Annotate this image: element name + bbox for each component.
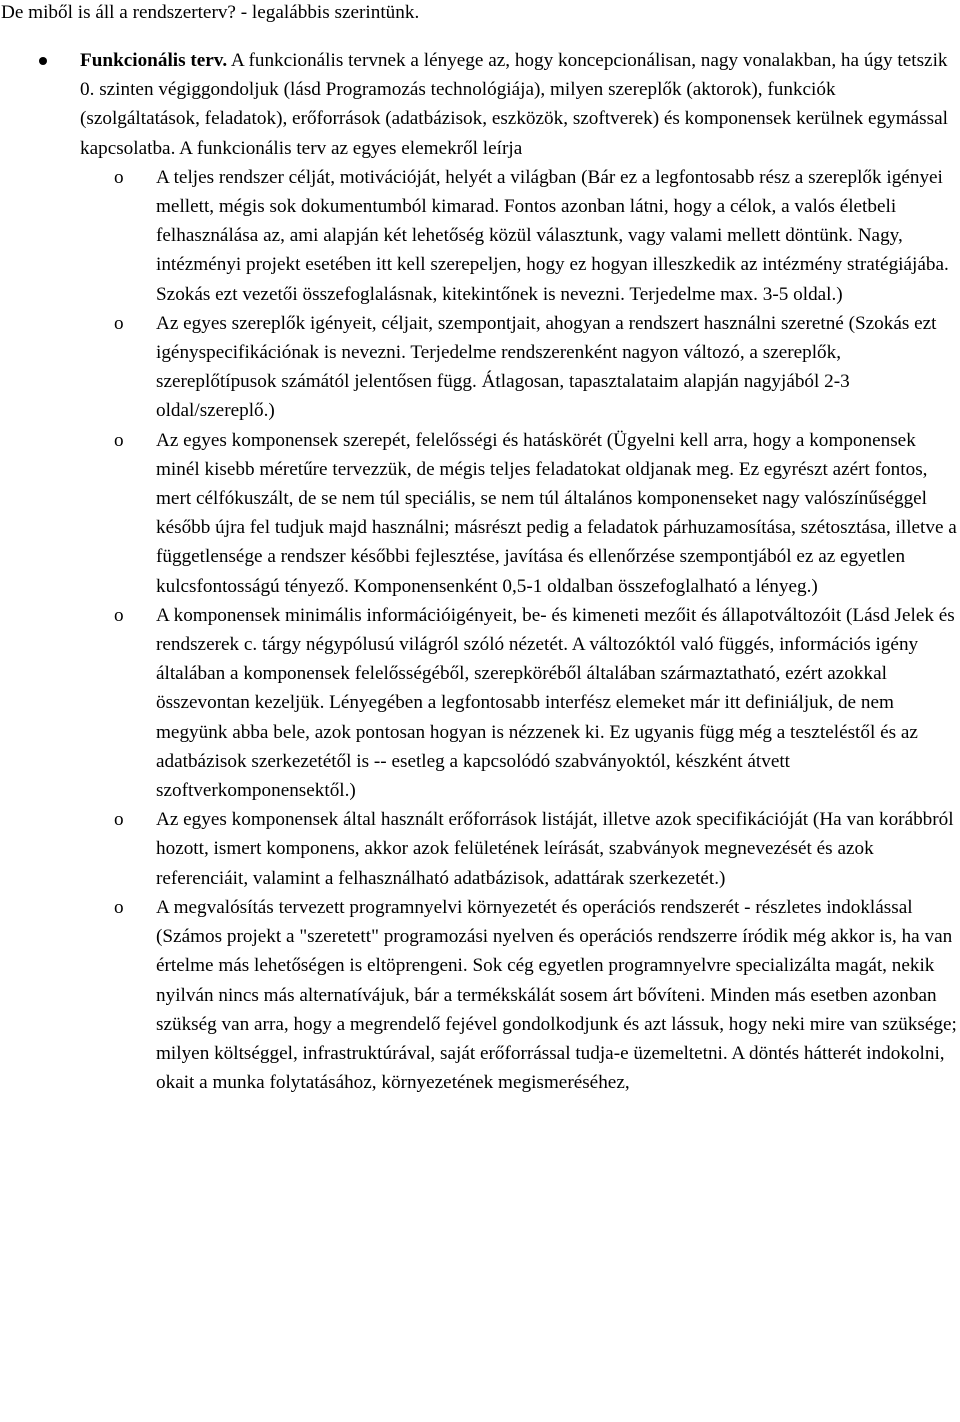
sub-list-item xyxy=(0,805,958,893)
sub-item-text: A teljes rendszer célját, motivációját, helyét a világban (Bár ez a legfontosabb rész a szereplők igényei mellett, mégis sok dokumentumból kimarad. Fontos azonban látni, hogy a célok, a valós életbeli felhasználása az, ami alapján két lehetőség közül választunk, vagy valami mellett döntünk. Nagy, intézményi projekt esetében itt kell szerepeljen, hogy ez hogyan illeszkedik az intézmény stratégiájába. Szokás ezt vezetői összefoglalásnak, kitekintőnek is nevezni. Terjedelme max. 3-5 oldal.) xyxy=(156,166,949,305)
sub-list-item xyxy=(0,309,958,426)
sub-item-text: Az egyes szereplők igényeit, céljait, szempontjait, ahogyan a rendszert használni szeretné (Szokás ezt igényspecifikációnak is nevezni. Terjedelme rendszerenként nagyon változó, a szereplők, szereplőtípusok számától jelentősen függ. Átlagosan, tapasztalataim alapján nagyjából 2-3 oldal/szereplő.) xyxy=(156,312,937,422)
sub-bullet-marker-icon: o xyxy=(114,896,124,918)
bullet-body-text: A funkcionális tervnek a lényege az, hogy koncepcionálisan, nagy vonalakban, ha úgy tetszik 0. szinten végiggondoljuk (lásd Programozás technológiája), milyen szereplők (aktorok), funkciók (szolgáltatások, feladatok), erőforrások (adatbázisok, eszközök, szoftverek) és komponensek kerülnek egymással kapcsolatba. A funkcionális terv az egyes elemekről leírja xyxy=(80,50,948,159)
sub-bullet-marker-icon: o xyxy=(114,429,124,451)
sub-list-item xyxy=(0,601,958,805)
bullet-item-functional-plan xyxy=(80,46,958,1097)
bullet-paragraph xyxy=(80,46,958,163)
page-heading: De miből is áll a rendszerterv? - legalábbis szerintünk. xyxy=(1,2,420,23)
bullet-dot-icon xyxy=(39,57,47,65)
sub-bullet-marker-icon: o xyxy=(114,604,124,626)
sub-list-item xyxy=(0,893,958,1097)
sub-list-item xyxy=(0,426,958,601)
sub-bullet-marker-icon: o xyxy=(114,166,124,188)
sub-list-item xyxy=(0,163,958,309)
bullet-bold-lead: Funkcionális terv. xyxy=(80,50,228,71)
sub-item-text: A komponensek minimális információigényeit, be- és kimeneti mezőit és állapotváltozóit (Lásd Jelek és rendszerek c. tárgy négypólusú világról szóló nézetét. A változóktól való függés, információs igény általában a komponensek felelősségéből, szerepköréből általában származtatható, ezért azokkal összevontan kezeljük. Lényegében a legfontosabb interfész elemeket már itt definiáljuk, de nem megyünk abba bele, azok pontosan hogyan is nézzenek ki. Ez ugyanis függ még a teszteléstől és az adatbázisok szerkezetétől is -- esetleg a kapcsolódó szabványoktól, készként átvett szoftverkomponensektől.) xyxy=(156,604,955,802)
sub-item-text: A megvalósítás tervezett programnyelvi környezetét és operációs rendszerét - részletes indoklással (Számos projekt a "szeretett" programozási nyelven és operációs rendszerre íródik még akkor is, ha van értelme más lehetőségen is eltöprengeni. Sok cég egyetlen programnyelvre specializálta magát, nekik nyilván nincs más alternatívájuk, bár a termékskálát sosem árt bővíteni. Minden más esetben azonban szükség van arra, hogy a megrendelő fejével gondolkodjunk és azt lássuk, hogy neki mire van szüksége; milyen költséggel, infrastruktúrával, saját erőforrással tudja-e üzemeltetni. A döntés hátterét indokolni, okait a munka folytatásához, környezetének megismeréséhez, xyxy=(156,896,957,1094)
sub-bullet-list xyxy=(80,163,958,1098)
sub-item-text: Az egyes komponensek által használt erőforrások listáját, illetve azok specifikációját (Ha van korábbról hozott, ismert komponens, akkor azok felületének leírását, szabványok megnevezését és azok referenciáit, valamint a felhasználható adatbázisok, adattárak szerkezetét.) xyxy=(156,809,954,889)
sub-item-text: Az egyes komponensek szerepét, felelősségi és hatáskörét (Ügyelni kell arra, hogy a komponensek minél kisebb méretűre tervezzük, de mégis teljes feladatokat oldjanak meg. Ez egyrészt azért fontos, mert célfókuszált, de se nem túl speciális, se nem túl általános komponenseket nagy valószínűséggel később újra fel tudjuk majd használni; másrészt pedig a feladatok párhuzamosítása, szétosztása, illetve a függetlensége a rendszer későbbi fejlesztése, javítása és ellenőrzése szempontjából ez az egyetlen kulcsfontosságú tényező. Komponensenként 0,5-1 oldalban összefoglalható a lényeg.) xyxy=(156,429,957,597)
sub-bullet-marker-icon: o xyxy=(114,312,124,334)
sub-bullet-marker-icon: o xyxy=(114,809,124,831)
